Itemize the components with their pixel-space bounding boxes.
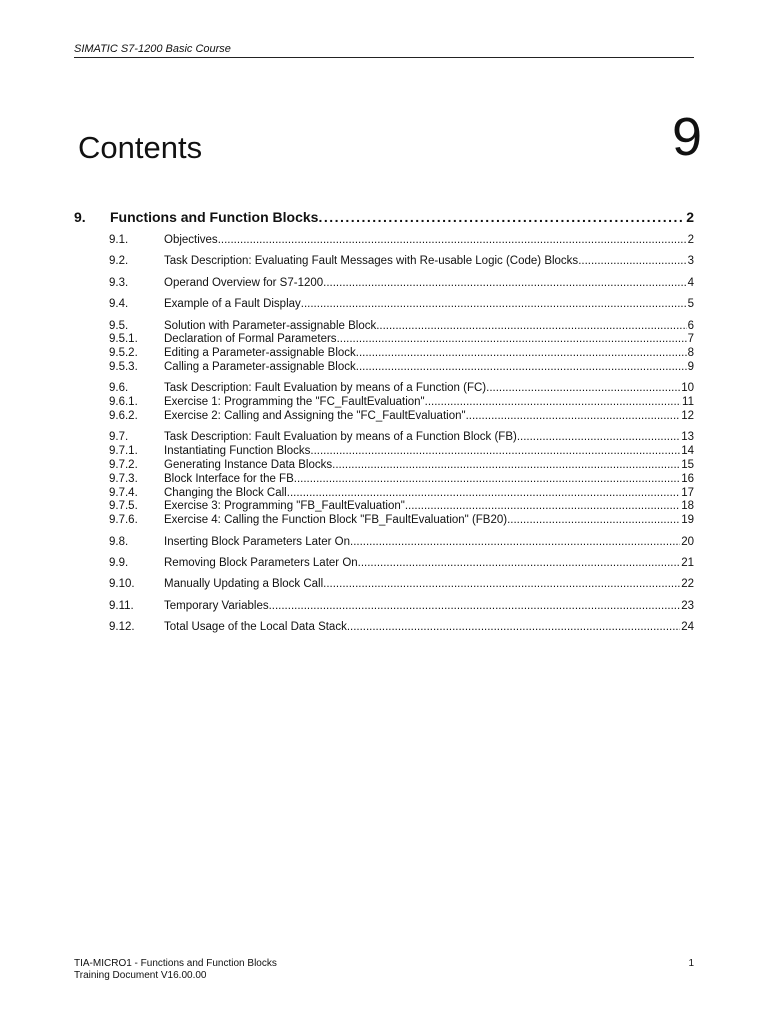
spacer [74,424,694,432]
toc-entry-title: Editing a Parameter-assignable Block [164,347,356,360]
footer-document-version: Training Document V16.00.00 [74,970,207,981]
toc-chapter-title: Functions and Function Blocks [110,209,319,225]
toc-entry[interactable] [74,298,694,312]
toc-entry-number: 9.9. [109,556,129,569]
toc-entry-number: 9.10. [109,578,135,591]
toc-sections [74,234,694,635]
toc-entry-page: 21 [681,556,694,569]
page-footer [74,958,694,982]
toc-entry-number: 9.5.3. [109,360,138,373]
toc-entry-page: 23 [681,599,694,612]
toc-entry-page: 11 [682,396,694,409]
table-of-contents [74,209,694,635]
footer-document-title: TIA-MICRO1 - Functions and Function Blocks [74,958,277,969]
toc-entry-number: 9.11. [109,599,134,612]
toc-entry-title: Changing the Block Call [164,486,287,499]
toc-entry-number: 9.5. [109,319,129,332]
toc-entry-title: Task Description: Fault Evaluation by means of a Function Block (FB) [164,431,517,444]
dot-leader [287,487,680,501]
toc-entry[interactable] [74,445,694,459]
toc-entry[interactable] [74,255,694,269]
spacer [74,269,694,277]
toc-entry-page: 20 [681,535,694,548]
toc-entry-page: 24 [681,621,694,634]
toc-entry-number: 9.4. [109,298,129,311]
spacer [74,571,694,579]
toc-entry-title: Declaration of Formal Parameters [164,333,337,346]
toc-entry-number: 9.7.5. [109,500,138,513]
toc-entry[interactable] [74,234,694,248]
dot-leader [425,396,681,410]
toc-entry[interactable] [74,600,694,614]
toc-entry-number: 9.12. [109,621,135,634]
toc-entry-title: Exercise 2: Calling and Assigning the "FC_FaultEvaluation" [164,409,466,422]
toc-entry-number: 9.7. [109,431,129,444]
toc-entry-number: 9.7.1. [109,445,138,458]
toc-entry[interactable] [74,621,694,635]
dot-leader [337,333,687,347]
toc-entry[interactable] [74,347,694,361]
toc-entry-title: Instantiating Function Blocks [164,445,311,458]
toc-entry[interactable] [74,578,694,592]
toc-entry[interactable] [74,536,694,550]
toc-entry-number: 9.8. [109,535,129,548]
toc-entry[interactable] [74,361,694,375]
dot-leader [507,514,680,528]
toc-entry[interactable] [74,459,694,473]
toc-entry-title: Temporary Variables [164,599,269,612]
toc-entry-page: 12 [681,409,694,422]
toc-entry-number: 9.7.6. [109,514,138,527]
toc-entry-page: 10 [681,382,694,395]
spacer [74,312,694,320]
toc-entry-page: 17 [681,486,694,499]
dot-leader [578,255,686,269]
toc-chapter-entry[interactable] [74,209,694,225]
chapter-number: 9 [671,107,702,167]
spacer [74,528,694,536]
toc-entry[interactable] [74,431,694,445]
toc-entry-title: Removing Block Parameters Later On [164,556,358,569]
toc-entry-title: Manually Updating a Block Call [164,578,324,591]
running-header [74,43,694,58]
dot-leader [466,410,681,424]
toc-chapter-page: 2 [686,209,694,225]
dot-leader [350,536,680,550]
toc-entry-title: Task Description: Fault Evaluation by means of a Function (FC) [164,382,487,395]
toc-entry-page: 6 [687,319,694,332]
spacer [74,592,694,600]
toc-entry-number: 9.2. [109,255,129,268]
toc-entry-page: 3 [687,255,694,268]
toc-entry-title: Example of a Fault Display [164,298,301,311]
dot-leader [269,600,681,614]
toc-entry-number: 9.7.2. [109,458,138,471]
dot-leader [358,557,681,571]
dot-leader [218,234,687,248]
toc-entry-page: 5 [687,298,694,311]
toc-entry-title: Block Interface for the FB [164,472,294,485]
toc-chapter-number: 9. [74,209,86,225]
toc-entry-title: Operand Overview for S7-1200 [164,276,324,289]
dot-leader [332,459,680,473]
spacer [74,375,694,383]
toc-entry-page: 19 [681,514,694,527]
toc-entry-title: Exercise 1: Programming the "FC_FaultEvaluation" [164,396,425,409]
toc-entry-title: Task Description: Evaluating Fault Messages with Re-usable Logic (Code) Blocks [164,255,579,268]
toc-entry-title: Calling a Parameter-assignable Block [164,360,356,373]
toc-entry-number: 9.6.1. [109,396,138,409]
toc-entry[interactable] [74,382,694,396]
toc-entry-title: Exercise 4: Calling the Function Block "FB_FaultEvaluation" (FB20) [164,514,508,527]
dot-leader [376,320,686,334]
toc-entry-page: 14 [681,445,694,458]
spacer [74,613,694,621]
spacer [74,549,694,557]
header-title: SIMATIC S7-1200 Basic Course [74,43,231,55]
toc-entry-page: 9 [687,360,694,373]
toc-entry-title: Generating Instance Data Blocks [164,458,333,471]
spacer [74,248,694,256]
toc-entry-title: Total Usage of the Local Data Stack [164,621,347,634]
toc-entry[interactable] [74,333,694,347]
toc-entry[interactable] [74,557,694,571]
toc-entry[interactable] [74,320,694,334]
dot-leader [517,431,680,445]
toc-entry-page: 13 [681,431,694,444]
dot-leader [323,578,680,592]
toc-entry-page: 22 [681,578,694,591]
toc-entry[interactable] [74,410,694,424]
toc-entry-number: 9.7.4. [109,486,138,499]
toc-entry-page: 8 [687,347,694,360]
toc-entry-title: Inserting Block Parameters Later On [164,535,350,548]
dot-leader [294,473,680,487]
footer-page-number: 1 [688,958,694,969]
toc-entry-title: Objectives [164,234,218,246]
toc-entry-number: 9.6.2. [109,409,138,422]
toc-entry[interactable] [74,500,694,514]
dot-leader [310,445,680,459]
dot-leader [323,277,686,291]
spacer [74,225,694,234]
toc-entry[interactable] [74,473,694,487]
toc-entry[interactable] [74,487,694,501]
toc-entry-page: 4 [687,276,694,289]
contents-heading: Contents [78,130,203,165]
toc-entry-number: 9.5.2. [109,347,138,360]
dot-leader [486,382,680,396]
toc-entry-page: 16 [681,472,694,485]
dot-leader [301,298,687,312]
toc-entry-number: 9.3. [109,276,129,289]
toc-entry-number: 9.5.1. [109,333,138,346]
toc-entry-number: 9.7.3. [109,472,138,485]
toc-entry[interactable] [74,514,694,528]
toc-entry-title: Exercise 3: Programming "FB_FaultEvaluation" [164,500,405,513]
toc-entry-title: Solution with Parameter-assignable Block [164,319,377,332]
toc-entry-page: 15 [681,458,694,471]
dot-leader [318,209,685,225]
toc-entry[interactable] [74,396,694,410]
toc-entry[interactable] [74,277,694,291]
toc-entry-number: 9.1. [109,234,129,246]
dot-leader [405,500,680,514]
toc-entry-number: 9.6. [109,382,129,395]
toc-entry-page: 7 [687,333,694,346]
toc-entry-page: 18 [681,500,694,513]
dot-leader [356,361,687,375]
dot-leader [347,621,680,635]
dot-leader [356,347,687,361]
spacer [74,291,694,299]
toc-entry-page: 2 [687,234,694,246]
